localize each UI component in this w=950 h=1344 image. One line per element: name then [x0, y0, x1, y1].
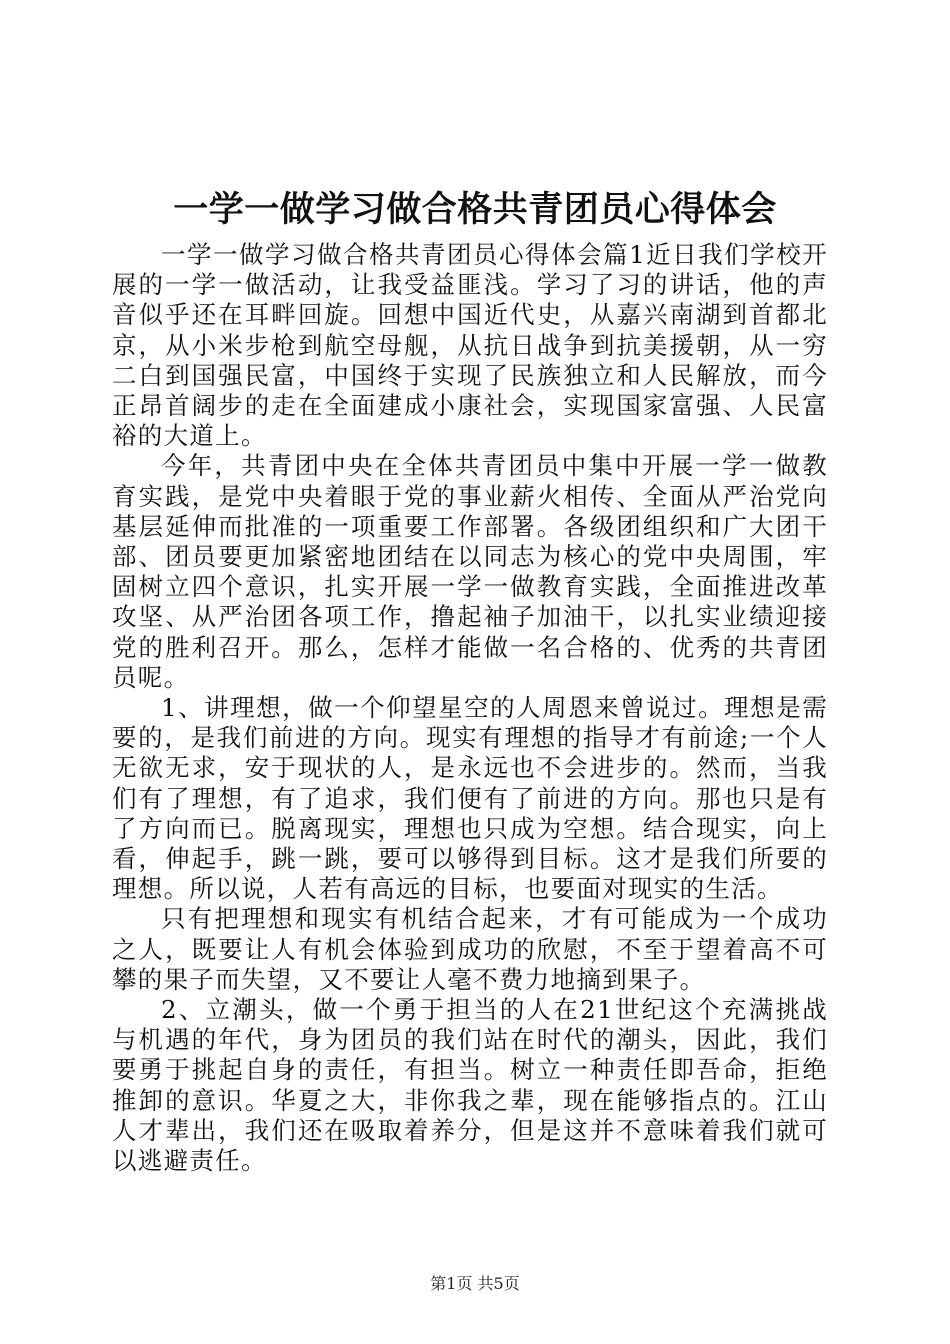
paragraph-3: 1、讲理想，做一个仰望星空的人周恩来曾说过。理想是需要的，是我们前进的方向。现实有理想的指导才有前途;一个人无欲无求，安于现状的人，是永远也不会进步的。然而，当我们有了理想，有了追求，我们便有了前进的方向。那也只是有了方向而已。脱离现实，理想也只成为空想。结合现实，向上看，伸起手，跳一跳，要可以够得到目标。这才是我们所要的理想。所以说，人若有高远的目标，也要面对现实的生活。 — [112, 693, 828, 904]
page-number-footer: 第1页 共5页 — [430, 1274, 520, 1293]
document-body — [112, 240, 828, 1176]
paragraph-1: 一学一做学习做合格共青团员心得体会篇1近日我们学校开展的一学一做活动，让我受益匪浅。学习了习的讲话，他的声音似乎还在耳畔回旋。回想中国近代史，从嘉兴南湖到首都北京，从小米步枪到航空母舰，从抗日战争到抗美援朝，从一穷二白到国强民富，中国终于实现了民族独立和人民解放，而今正昂首阔步的走在全面建成小康社会，实现国家富强、人民富裕的大道上。 — [112, 240, 828, 451]
paragraph-5: 2、立潮头，做一个勇于担当的人在21世纪这个充满挑战与机遇的年代，身为团员的我们站在时代的潮头，因此，我们要勇于挑起自身的责任，有担当。树立一种责任即吾命，拒绝推卸的意识。华夏之大，非你我之辈，现在能够指点的。江山人才辈出，我们还在吸取着养分，但是这并不意味着我们就可以逃避责任。 — [112, 995, 828, 1176]
paragraph-4: 只有把理想和现实有机结合起来，才有可能成为一个成功之人，既要让人有机会体验到成功的欣慰，不至于望着高不可攀的果子而失望，又不要让人毫不费力地摘到果子。 — [112, 904, 828, 994]
document-title: 一学一做学习做合格共青团员心得体会 — [173, 189, 777, 230]
paragraph-2: 今年，共青团中央在全体共青团员中集中开展一学一做教育实践，是党中央着眼于党的事业薪火相传、全面从严治党向基层延伸而批准的一项重要工作部署。各级团组织和广大团干部、团员要更加紧密地团结在以同志为核心的党中央周围，牢固树立四个意识，扎实开展一学一做教育实践，全面推进改革攻坚、从严治团各项工作，撸起袖子加油干，以扎实业绩迎接党的胜利召开。那么，怎样才能做一名合格的、优秀的共青团员呢。 — [112, 451, 828, 692]
